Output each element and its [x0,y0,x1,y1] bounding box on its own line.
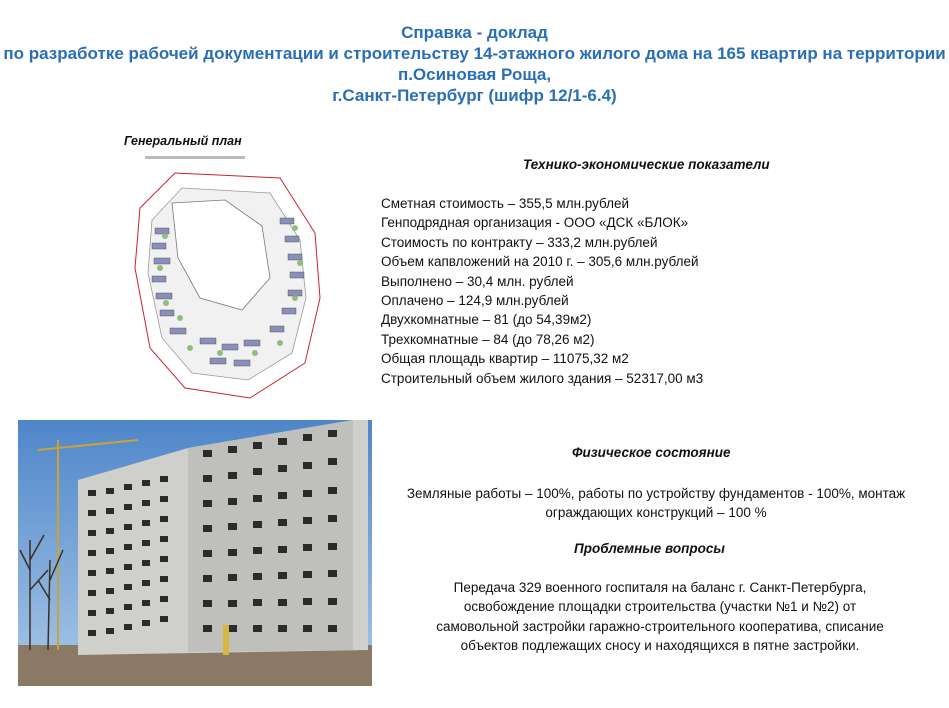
indicator-item: Объем капвложений на 2010 г. – 305,6 млн.рублей [381,254,699,270]
problems-line: освобождение площадки строительства (участки №1 и №2) от [463,599,857,615]
physical-state-title: Физическое состояние [572,445,731,460]
general-plan-image [130,148,330,401]
title-line-4: г.Санкт-Петербург (шифр 12/1-6.4) [332,86,617,105]
problems-line: объектов подлежащих сносу и находящихся в пятне застройки. [460,638,860,654]
indicator-item: Выполнено – 30,4 млн. рублей [381,273,574,289]
indicator-item: Оплачено – 124,9 млн.рублей [381,293,569,309]
indicator-item: Строительный объем жилого здания – 52317,00 м3 [381,370,704,386]
indicator-item: Генподрядная организация - ООО «ДСК «БЛОК» [381,215,689,231]
indicator-item: Стоимость по контракту – 333,2 млн.рублей [381,234,658,250]
indicator-item: Двухкомнатные – 81 (до 54,39м2) [381,312,592,328]
problems-text [410,578,910,656]
indicators-title: Технико-экономические показатели [523,157,770,172]
title-line-2: по разработке рабочей документации и строительству 14-этажного жилого дома на 165 квартир на территории [3,44,946,63]
problems-title: Проблемные вопросы [574,541,725,556]
building-photo [18,420,372,686]
physical-state-text: Земляные работы – 100%, работы по устройству фундаментов - 100%, монтаж ограждающих конструкций – 100 % [406,486,906,521]
title-line-1: Справка - доклад [401,23,548,42]
problems-line: Передача 329 военного госпиталя на баланс г. Санкт-Петербурга, [453,580,867,595]
indicator-item: Трехкомнатные – 84 (до 78,26 м2) [381,331,595,347]
indicators-list [381,194,703,388]
indicator-item: Общая площадь квартир – 11075,32 м2 [381,351,629,367]
indicator-item: Сметная стоимость – 355,5 млн.рублей [381,196,630,211]
title-line-3: п.Осиновая Роща, [397,65,552,84]
plan-caption: Генеральный план [124,134,242,148]
page-title [0,22,949,106]
problems-line: самовольной застройки гаражно-строительного кооператива, списание [436,618,884,634]
